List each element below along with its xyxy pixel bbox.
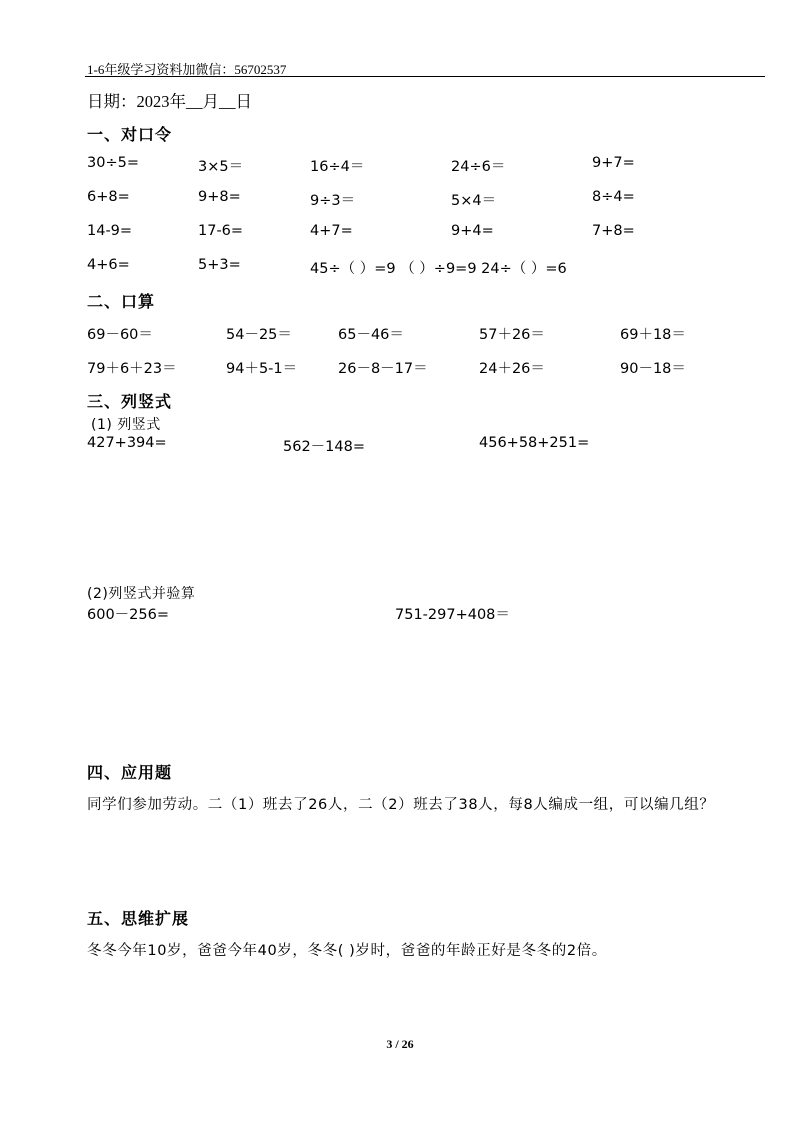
s1-problem: 9+4=	[451, 223, 494, 239]
s3-problem: 456+58+251=	[479, 435, 590, 451]
section3-part2-label: (2)列竖式并验算	[87, 586, 196, 602]
s3-problem: 562－148=	[283, 439, 366, 455]
section2-title: 二、口算	[87, 292, 156, 311]
s1-problem: 5+3=	[198, 257, 241, 273]
s1-problem: 8÷4=	[592, 189, 635, 205]
section3-part1-label: (1) 列竖式	[91, 417, 161, 433]
s2-problem: 26－8－17＝	[338, 361, 428, 377]
page-number: 3 / 26	[386, 1037, 414, 1051]
s1-row-2	[0, 189, 800, 211]
s1-problem: 4+6=	[87, 257, 130, 273]
s1-problem: 3×5＝	[198, 159, 244, 175]
s1-row-3	[0, 223, 800, 245]
page-header: 1-6年级学习资料加微信：56702537	[87, 62, 287, 77]
s3-problem: 751-297+408＝	[395, 607, 510, 623]
s1-problem: 17-6=	[198, 223, 244, 239]
s3-part2-row	[0, 603, 800, 625]
s1-problem: 30÷5=	[87, 155, 139, 171]
s2-row-2	[0, 357, 800, 379]
s1-problem: 9÷3＝	[310, 193, 356, 209]
s2-problem: 69＋18＝	[620, 327, 686, 343]
s1-problem: 4+7=	[310, 223, 353, 239]
s3-problem: 427+394=	[87, 435, 167, 451]
s1-problem: 9+7=	[592, 155, 635, 171]
section5-problem-text: 冬冬今年10岁，爸爸今年40岁，冬冬( )岁时，爸爸的年龄正好是冬冬的2倍。	[87, 943, 607, 959]
section1-title: 一、对口令	[87, 125, 173, 144]
s2-problem: 69－60＝	[87, 327, 153, 343]
date-line: 日期：2023年__月__日	[87, 92, 252, 111]
s1-row-4	[0, 257, 800, 279]
s2-problem: 57＋26＝	[479, 327, 545, 343]
section4-title: 四、应用题	[87, 763, 173, 782]
s2-problem: 90－18＝	[620, 361, 686, 377]
section4-problem-text: 同学们参加劳动。二（1）班去了26人，二（2）班去了38人，每8人编成一组，可以编几组？	[87, 797, 715, 813]
s2-problem: 24＋26＝	[479, 361, 545, 377]
s1-row-1	[0, 155, 800, 177]
s2-problem: 65－46＝	[338, 327, 404, 343]
s1-problem: 24÷6＝	[451, 159, 506, 175]
s2-problem: 54－25＝	[226, 327, 292, 343]
s1-problem: 9+8=	[198, 189, 241, 205]
s3-problem: 600－256=	[87, 607, 170, 623]
s1-problem: 14-9=	[87, 223, 133, 239]
s1-problem: 16÷4＝	[310, 159, 365, 175]
s1-problem: 7+8=	[592, 223, 635, 239]
s2-row-1	[0, 323, 800, 345]
section3-title: 三、列竖式	[87, 392, 173, 411]
s2-problem: 94＋5-1＝	[226, 361, 298, 377]
header-rule	[85, 76, 765, 77]
s1-problem-combined: 45÷（ ）=9 （ ）÷9=9 24÷（ ）=6	[310, 261, 567, 277]
s1-problem: 5×4＝	[451, 193, 497, 209]
s1-problem: 6+8=	[87, 189, 130, 205]
section5-title: 五、思维扩展	[87, 909, 190, 928]
s2-problem: 79＋6＋23＝	[87, 361, 177, 377]
s3-part1-row	[0, 435, 800, 457]
